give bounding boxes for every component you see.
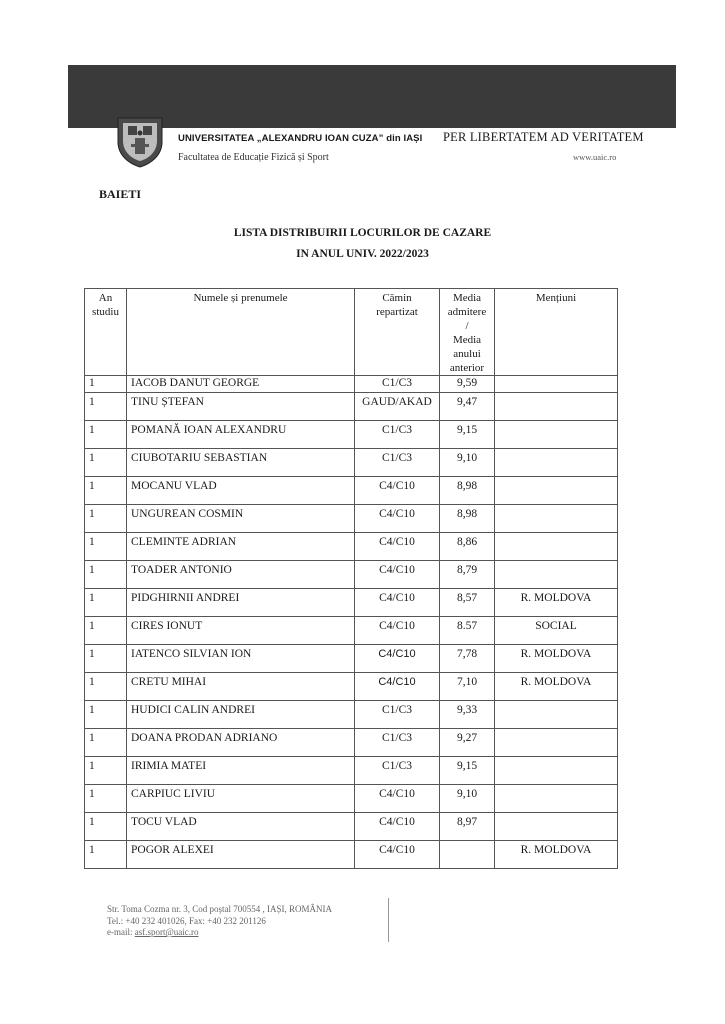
header-admitere-line: admitere xyxy=(447,306,487,318)
table-row xyxy=(85,701,618,729)
cell-name: TOADER ANTONIO xyxy=(127,561,355,589)
cell-camin: C4/C10 xyxy=(355,477,440,505)
footer-phone-fax: Tel.: +40 232 401026, Fax: +40 232 201126 xyxy=(107,915,266,926)
cell-media: 8,57 xyxy=(440,589,495,617)
cell-camin: C4/C10 xyxy=(355,589,440,617)
header-slash-line: / xyxy=(465,320,469,332)
accommodation-table xyxy=(84,288,618,869)
cell-an-studiu: 1 xyxy=(85,477,127,505)
cell-name: PIDGHIRNII ANDREI xyxy=(127,589,355,617)
cell-an-studiu: 1 xyxy=(85,393,127,421)
header-mentiuni: Mențiuni xyxy=(495,289,618,376)
cell-camin: C4/C10 xyxy=(355,841,440,869)
table-row xyxy=(85,533,618,561)
cell-name: CIUBOTARIU SEBASTIAN xyxy=(127,449,355,477)
table-row xyxy=(85,617,618,645)
cell-camin: C1/C3 xyxy=(355,421,440,449)
cell-name: IACOB DANUT GEORGE xyxy=(127,376,355,393)
cell-an-studiu: 1 xyxy=(85,701,127,729)
cell-an-studiu: 1 xyxy=(85,617,127,645)
cell-media: 9,59 xyxy=(440,376,495,393)
cell-name: CLEMINTE ADRIAN xyxy=(127,533,355,561)
header-media-line: Media xyxy=(452,292,482,304)
cell-an-studiu: 1 xyxy=(85,449,127,477)
section-label: BAIETI xyxy=(99,187,142,201)
university-name: UNIVERSITATEA „ALEXANDRU IOAN CUZA” din IAȘI xyxy=(178,133,423,144)
header-anterior-line: anterior xyxy=(449,362,485,374)
table-row xyxy=(85,729,618,757)
cell-camin: C4/C10 xyxy=(355,505,440,533)
cell-mentiuni xyxy=(495,561,618,589)
cell-mentiuni: SOCIAL xyxy=(495,617,618,645)
cell-mentiuni xyxy=(495,505,618,533)
cell-mentiuni: R. MOLDOVA xyxy=(495,673,618,701)
cell-media: 9,27 xyxy=(440,729,495,757)
cell-mentiuni xyxy=(495,393,618,421)
cell-name: TOCU VLAD xyxy=(127,813,355,841)
header-camin-line: Cămin xyxy=(382,292,412,304)
table-row xyxy=(85,673,618,701)
cell-media: 7,78 xyxy=(440,645,495,673)
cell-mentiuni xyxy=(495,813,618,841)
cell-mentiuni xyxy=(495,701,618,729)
cell-mentiuni: R. MOLDOVA xyxy=(495,841,618,869)
cell-an-studiu: 1 xyxy=(85,589,127,617)
faculty-name: Facultatea de Educație Fizică și Sport xyxy=(178,152,329,163)
cell-an-studiu: 1 xyxy=(85,376,127,393)
header-media xyxy=(440,289,495,376)
cell-camin: C4/C10 xyxy=(355,813,440,841)
table-row xyxy=(85,589,618,617)
cell-name: CRETU MIHAI xyxy=(127,673,355,701)
table-row xyxy=(85,421,618,449)
cell-mentiuni xyxy=(495,729,618,757)
cell-camin: C4/C10 xyxy=(355,785,440,813)
cell-mentiuni: R. MOLDOVA xyxy=(495,589,618,617)
cell-media xyxy=(440,841,495,869)
cell-media: 8,98 xyxy=(440,477,495,505)
cell-media: 8.57 xyxy=(440,617,495,645)
table-row xyxy=(85,477,618,505)
cell-camin: C4/C10 xyxy=(355,561,440,589)
cell-an-studiu: 1 xyxy=(85,505,127,533)
cell-name: IATENCO SILVIAN ION xyxy=(127,645,355,673)
cell-media: 9,15 xyxy=(440,757,495,785)
header-an-studiu xyxy=(85,289,127,376)
cell-name: UNGUREAN COSMIN xyxy=(127,505,355,533)
table-row xyxy=(85,505,618,533)
cell-an-studiu: 1 xyxy=(85,645,127,673)
cell-camin: C1/C3 xyxy=(355,729,440,757)
table-row xyxy=(85,561,618,589)
cell-camin: C1/C3 xyxy=(355,376,440,393)
cell-camin: GAUD/AKAD xyxy=(355,393,440,421)
cell-camin: C4/C10 xyxy=(355,617,440,645)
table-row xyxy=(85,785,618,813)
cell-name: IRIMIA MATEI xyxy=(127,757,355,785)
cell-name: CARPIUC LIVIU xyxy=(127,785,355,813)
cell-an-studiu: 1 xyxy=(85,421,127,449)
footer-contact xyxy=(107,904,332,939)
cell-an-studiu: 1 xyxy=(85,561,127,589)
table-row xyxy=(85,645,618,673)
cell-mentiuni xyxy=(495,757,618,785)
footer-divider xyxy=(388,898,389,942)
cell-an-studiu: 1 xyxy=(85,757,127,785)
header-an-line: An xyxy=(98,292,113,304)
cell-name: CIRES IONUT xyxy=(127,617,355,645)
table-row xyxy=(85,449,618,477)
cell-an-studiu: 1 xyxy=(85,673,127,701)
table-row xyxy=(85,757,618,785)
document-subtitle: IN ANUL UNIV. 2022/2023 xyxy=(296,248,429,260)
cell-name: HUDICI CALIN ANDREI xyxy=(127,701,355,729)
cell-camin: C1/C3 xyxy=(355,449,440,477)
header-media2-line: Media xyxy=(452,334,482,346)
cell-media: 9,33 xyxy=(440,701,495,729)
footer-email-line xyxy=(107,927,332,939)
table-header-row xyxy=(85,289,618,376)
cell-camin: C4/C10 xyxy=(355,645,440,673)
footer-email-link[interactable]: asf.sport@uaic.ro xyxy=(134,927,199,937)
cell-an-studiu: 1 xyxy=(85,841,127,869)
university-crest-icon xyxy=(114,114,166,168)
cell-mentiuni xyxy=(495,449,618,477)
cell-media: 8,98 xyxy=(440,505,495,533)
cell-name: POGOR ALEXEI xyxy=(127,841,355,869)
cell-mentiuni xyxy=(495,421,618,449)
cell-media: 9,47 xyxy=(440,393,495,421)
cell-mentiuni: R. MOLDOVA xyxy=(495,645,618,673)
table-row xyxy=(85,841,618,869)
cell-name: MOCANU VLAD xyxy=(127,477,355,505)
cell-mentiuni xyxy=(495,376,618,393)
cell-name: POMANĂ IOAN ALEXANDRU xyxy=(127,421,355,449)
cell-camin: C1/C3 xyxy=(355,701,440,729)
cell-camin: C1/C3 xyxy=(355,757,440,785)
document-title: LISTA DISTRIBUIRII LOCURILOR DE CAZARE xyxy=(233,227,492,239)
cell-camin: C4/C10 xyxy=(355,673,440,701)
header-repartizat-line: repartizat xyxy=(376,306,418,318)
cell-name: TINU ȘTEFAN xyxy=(127,393,355,421)
cell-mentiuni xyxy=(495,533,618,561)
cell-media: 7,10 xyxy=(440,673,495,701)
cell-media: 8,86 xyxy=(440,533,495,561)
cell-an-studiu: 1 xyxy=(85,729,127,757)
footer-email-label: e-mail: xyxy=(107,927,133,937)
header-anului-line: anului xyxy=(453,348,481,360)
cell-an-studiu: 1 xyxy=(85,785,127,813)
header-name: Numele și prenumele xyxy=(127,289,355,376)
footer-address: Str. Toma Cozma nr. 3, Cod poștal 700554 , IAȘI, ROMÂNIA xyxy=(107,904,332,914)
table-row xyxy=(85,376,618,393)
cell-mentiuni xyxy=(495,477,618,505)
table-row xyxy=(85,813,618,841)
header-studiu-line: studiu xyxy=(92,306,119,318)
cell-camin: C4/C10 xyxy=(355,533,440,561)
university-motto: PER LIBERTATEM AD VERITATEM xyxy=(443,130,644,144)
cell-media: 8,79 xyxy=(440,561,495,589)
website-link[interactable]: www.uaic.ro xyxy=(573,152,617,162)
cell-media: 8,97 xyxy=(440,813,495,841)
cell-media: 9,10 xyxy=(440,785,495,813)
table-row xyxy=(85,393,618,421)
header-camin xyxy=(355,289,440,376)
cell-an-studiu: 1 xyxy=(85,533,127,561)
cell-an-studiu: 1 xyxy=(85,813,127,841)
cell-media: 9,10 xyxy=(440,449,495,477)
cell-name: DOANA PRODAN ADRIANO xyxy=(127,729,355,757)
cell-media: 9,15 xyxy=(440,421,495,449)
cell-mentiuni xyxy=(495,785,618,813)
